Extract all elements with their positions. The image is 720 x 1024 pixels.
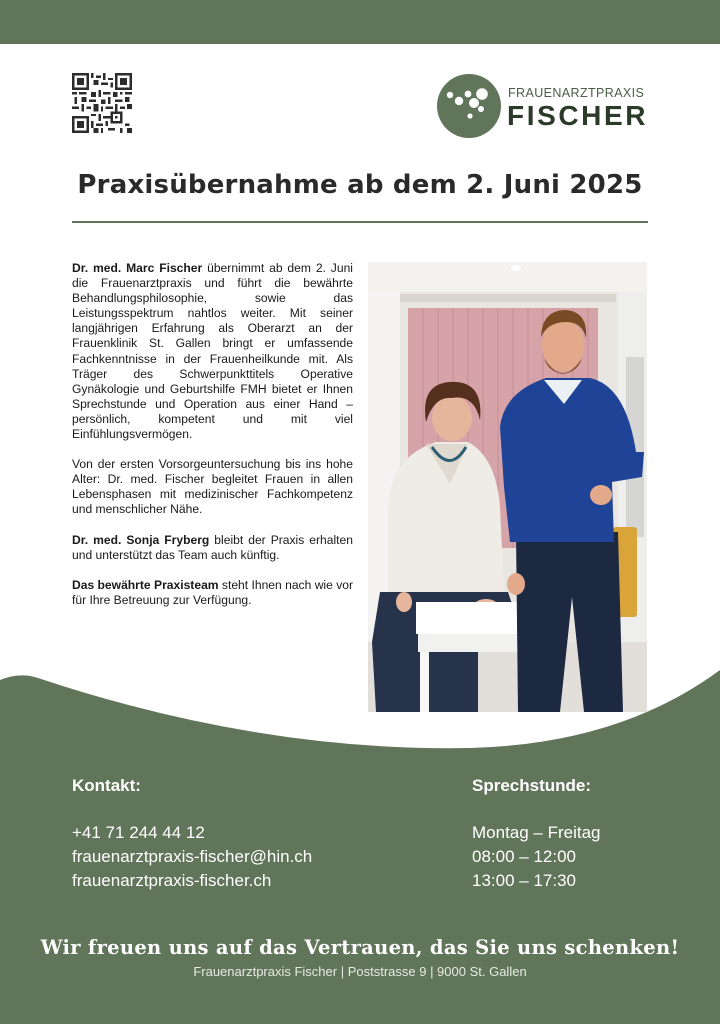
contact-title: Kontakt: [72,776,141,795]
paragraph-text: bleibt der Praxis erhalten und unterstützt das Team auch künftig. [72,532,353,562]
hours-title: Sprechstunde: [472,776,592,795]
practice-logo [437,74,647,138]
logo-title: FISCHER [507,100,649,131]
page-title: Praxisübernahme ab dem 2. Juni 2025 [77,170,643,200]
name-sonja-fryberg: Dr. med. Sonja Fryberg [72,532,210,547]
paragraph-text: übernimmt ab dem 2. Juni die Frauenarztpraxis und führt die bewährte Behandlungsphilosophie, sowie das Leistungsspektrum nahtlos weiter. Mit seiner langjährigen Erfahrung als Oberarzt an der Frauenklinik St. Gallen bringt er umfassende Fachkenntnisse in der Frauenheilkunde mit. Als Träger des Schwerpunkttitels Operative Gynäkologie und Geburtshilfe FMH bietet er Ihnen Sprechstunde und Operation aus einer Hand – persönlich, kompetent und mit viel Einfühlungsvermögen. [72,261,353,442]
title-divider [72,221,648,223]
logo-subtitle: FRAUENARZTPRAXIS [508,86,645,100]
hours-days: Montag – Freitag [472,823,601,842]
paragraph-team [72,578,353,608]
hours-block [472,776,601,893]
closing-message: Wir freuen uns auf das Vertrauen, das Sie uns schenken! [40,936,680,959]
body-text [72,261,353,623]
hours-morning: 08:00 – 12:00 [472,847,576,866]
footer-address: Frauenarztpraxis Fischer | Poststrasse 9 | 9000 St. Gallen [193,964,527,979]
paragraph-care: Von der ersten Vorsorgeuntersuchung bis ins hohe Alter: Dr. med. Fischer begleitet Frauen in allen Lebensphasen mit medizinischer Fachkompetenz und menschlicher Nähe. [72,457,353,517]
phone-number[interactable]: +41 71 244 44 12 [72,823,205,842]
website-link[interactable]: frauenarztpraxis-fischer.ch [72,871,272,890]
email-address[interactable]: frauenarztpraxis-fischer@hin.ch [72,847,313,866]
name-marc-fischer: Dr. med. Marc Fischer [72,261,203,275]
practice-logo-icon [437,74,501,138]
paragraph-marc-fischer [72,261,353,442]
paragraph-sonja-fryberg [72,533,353,563]
paragraph-text: steht Ihnen nach wie vor für Ihre Betreuung zur Verfügung. [72,577,354,607]
top-band [0,0,720,44]
hours-afternoon: 13:00 – 17:30 [472,871,576,890]
qr-code-icon [72,73,132,133]
team-label: Das bewährte Praxisteam [72,577,219,592]
contact-block [72,776,312,893]
